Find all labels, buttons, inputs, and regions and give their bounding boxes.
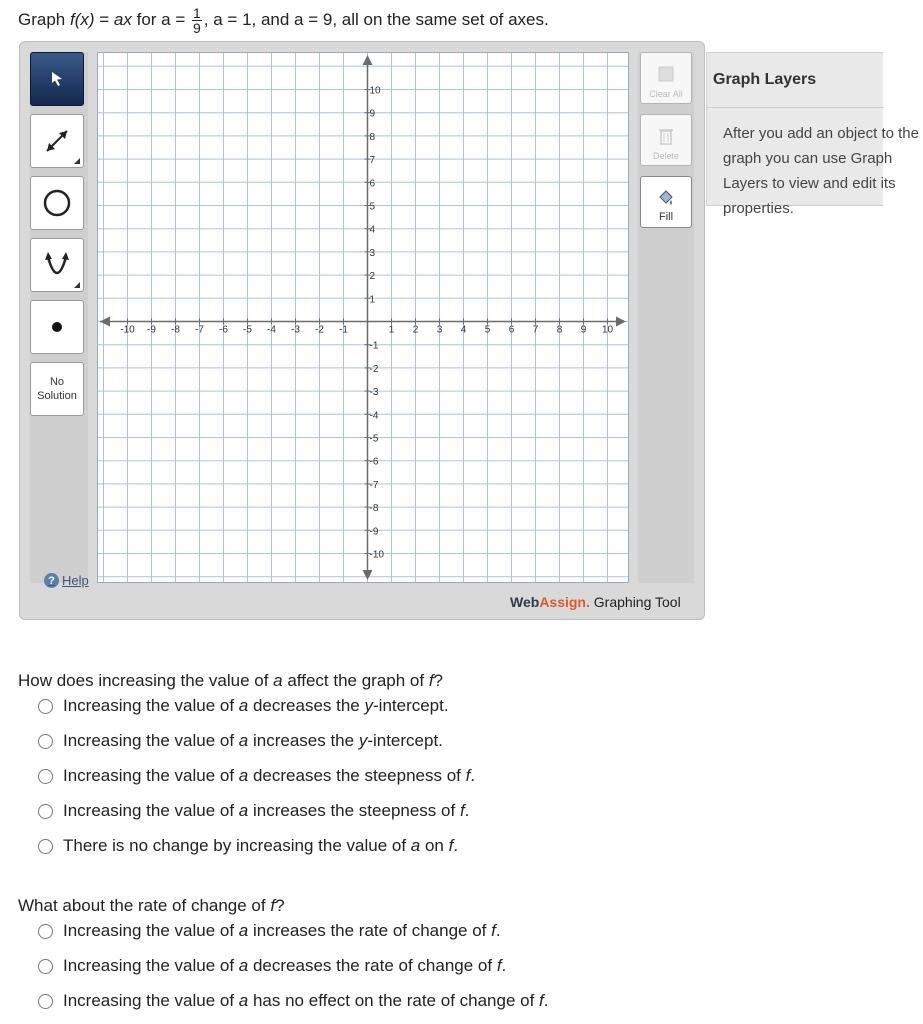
option-text: a (238, 921, 249, 940)
option-text: increases the steepness of (248, 801, 460, 820)
fill-label: Fill (658, 211, 674, 223)
question-var: f (270, 896, 276, 915)
delete-button[interactable] (640, 114, 692, 166)
option-text: decreases the (248, 696, 365, 715)
option-text: a (238, 801, 249, 820)
option-text: has no effect on the rate of change of (248, 991, 540, 1010)
delete-label: Delete (652, 151, 679, 161)
fraction-numerator: 1 (193, 5, 201, 21)
option-text: a (410, 836, 421, 855)
option-text: -intercept. (373, 696, 449, 715)
option-text: Increasing the value of (63, 731, 239, 750)
line-tool-button[interactable] (30, 114, 84, 168)
x-tick-label: 3 (436, 324, 443, 336)
question-var: a (273, 671, 283, 690)
fraction (192, 6, 202, 35)
y-tick-label: 10 (369, 85, 381, 97)
x-tick-label: -4 (267, 324, 276, 336)
q1-option-4[interactable] (38, 801, 469, 821)
corner-indicator (74, 158, 80, 164)
option-text: There is no change by increasing the value of (63, 836, 411, 855)
option-text: Increasing the value of (63, 766, 239, 785)
x-tick-label: 8 (556, 324, 563, 336)
y-tick-label: 8 (369, 131, 376, 143)
radio-button[interactable] (38, 959, 53, 974)
option-text: . (501, 956, 507, 975)
no-solution-line1: No (49, 376, 65, 388)
question-1 (18, 671, 443, 691)
x-tick-label: 7 (532, 324, 539, 336)
option-text: f (448, 836, 454, 855)
no-solution-line2: Solution (37, 390, 77, 402)
option-text: Increasing the value of (63, 991, 239, 1010)
help-label: Help (62, 573, 89, 588)
question-text: ? (275, 896, 285, 915)
x-tick-label: -2 (315, 324, 324, 336)
coordinate-plane[interactable] (98, 53, 628, 582)
x-tick-label: -10 (120, 324, 135, 336)
prompt-for: for a = (131, 9, 190, 29)
point-tool-button[interactable] (30, 300, 84, 354)
fraction-denominator: 9 (193, 20, 201, 36)
divider (707, 107, 884, 108)
prompt-rest: , a = 1, and a = 9, all on the same set of axes. (203, 9, 549, 29)
y-tick-label: -7 (369, 479, 379, 491)
y-axis-arrow-down (363, 570, 373, 580)
y-tick-label: -5 (369, 433, 379, 445)
brand-rest: Graphing Tool (589, 594, 681, 610)
option-text: increases the (248, 731, 359, 750)
y-tick-label: 1 (369, 294, 376, 306)
option-text: a (238, 731, 249, 750)
question-text: What about the rate of change of (18, 896, 271, 915)
help-link[interactable] (44, 573, 89, 588)
pointer-icon (48, 70, 66, 88)
option-text: Increasing the value of (63, 801, 239, 820)
x-tick-label: -1 (339, 324, 348, 336)
left-toolbar (30, 52, 89, 588)
graph-area[interactable] (97, 52, 629, 583)
parabola-icon (39, 247, 75, 283)
q1-option-1[interactable] (38, 696, 449, 716)
y-tick-label: -9 (369, 526, 379, 538)
y-tick-label: 4 (369, 224, 376, 236)
no-solution-button[interactable] (30, 362, 84, 416)
question-text: ? (433, 671, 444, 690)
radio-button[interactable] (38, 734, 53, 749)
question-icon: ? (44, 573, 59, 588)
radio-button[interactable] (38, 699, 53, 714)
x-tick-label: 4 (460, 324, 467, 336)
prompt-ax: ax (113, 9, 132, 29)
option-text: a (238, 991, 249, 1010)
y-tick-label: -2 (369, 363, 379, 375)
question-text: How does increasing the value of (18, 671, 274, 690)
option-text: increases the rate of change of (248, 921, 492, 940)
x-tick-label: 10 (601, 324, 614, 336)
x-tick-label: 2 (412, 324, 419, 336)
y-tick-label: -10 (369, 549, 384, 561)
line-icon (39, 123, 75, 159)
option-text: a (238, 696, 249, 715)
x-tick-label: 1 (388, 324, 395, 336)
circle-tool-button[interactable] (30, 176, 84, 230)
trash-icon (655, 125, 677, 147)
clear-all-button[interactable] (640, 52, 692, 104)
q2-option-2[interactable] (38, 956, 506, 976)
option-text: Increasing the value of (63, 921, 239, 940)
problem-prompt (18, 6, 549, 35)
option-text: a (238, 766, 249, 785)
corner-indicator (74, 282, 80, 288)
question-text: affect the graph of (282, 671, 429, 690)
x-axis-arrow-right (616, 317, 626, 327)
q1-option-3[interactable] (38, 766, 475, 786)
paint-bucket-icon (655, 188, 677, 208)
x-tick-label: 9 (580, 324, 587, 336)
y-tick-label: -8 (369, 503, 379, 515)
radio-button[interactable] (38, 804, 53, 819)
option-text: decreases the steepness of (248, 766, 466, 785)
y-tick-label: -6 (369, 456, 379, 468)
option-text: f (496, 956, 502, 975)
x-tick-label: -6 (219, 324, 228, 336)
no-solution-label (37, 375, 77, 403)
option-text: Increasing the value of (63, 956, 239, 975)
option-text: decreases the rate of change of (248, 956, 497, 975)
radio-button[interactable] (38, 769, 53, 784)
option-text: on (420, 836, 449, 855)
radio-button[interactable] (38, 839, 53, 854)
option-text: f (459, 801, 465, 820)
y-tick-label: 5 (369, 201, 376, 213)
graph-layers-text: After you add an object to the graph you can use Graph Layers to view and edit its properties. (723, 125, 919, 217)
option-text: f (539, 991, 544, 1010)
x-tick-label: -7 (195, 324, 204, 336)
x-tick-label: -8 (171, 324, 180, 336)
pointer-tool-button[interactable] (30, 52, 84, 106)
graph-layers-title: Graph Layers (713, 71, 817, 88)
y-tick-label: 2 (369, 271, 376, 283)
q2-option-3[interactable] (38, 991, 549, 1011)
prompt-text: Graph (18, 9, 70, 29)
x-tick-label: 6 (508, 324, 515, 336)
question-var: f (428, 671, 434, 690)
q2-option-1[interactable] (38, 921, 501, 941)
x-axis-arrow-left (100, 317, 110, 327)
fill-button[interactable] (640, 176, 692, 228)
webassign-brand (510, 594, 681, 610)
right-toolbar (638, 52, 694, 583)
brand-web: Web (510, 594, 540, 610)
y-tick-label: -3 (369, 387, 379, 399)
option-text: . (543, 991, 549, 1010)
radio-button[interactable] (38, 994, 53, 1009)
x-tick-label: 5 (484, 324, 491, 336)
question-2 (18, 896, 285, 916)
option-text: . (453, 836, 459, 855)
y-tick-label: 3 (369, 247, 376, 259)
parabola-tool-button[interactable] (30, 238, 84, 292)
option-text: . (464, 801, 470, 820)
option-text: . (470, 766, 476, 785)
prompt-fx: f(x) (69, 9, 95, 29)
brand-assign: Assign. (539, 594, 590, 610)
clear-all-label: Clear All (649, 89, 683, 99)
q1-option-2[interactable] (38, 731, 443, 751)
point-icon (49, 319, 65, 335)
option-text: . (495, 921, 501, 940)
y-tick-label: 9 (369, 108, 376, 120)
y-tick-label: 6 (369, 178, 376, 190)
x-tick-label: -5 (243, 324, 252, 336)
radio-button[interactable] (38, 924, 53, 939)
x-tick-label: -9 (147, 324, 156, 336)
option-text: -intercept. (367, 731, 443, 750)
y-tick-label: -4 (369, 410, 379, 422)
option-text: y (358, 731, 368, 750)
graph-layers-panel (706, 52, 919, 217)
prompt-eq: = (94, 9, 114, 29)
option-text: f (465, 766, 471, 785)
option-text: y (364, 696, 373, 715)
graphing-tool (19, 41, 705, 620)
q1-option-5[interactable] (38, 836, 458, 856)
y-tick-label: -1 (369, 340, 379, 352)
option-text: f (491, 921, 496, 940)
x-tick-label: -3 (291, 324, 300, 336)
clear-all-icon (655, 63, 677, 85)
option-text: Increasing the value of (63, 696, 239, 715)
option-text: a (238, 956, 249, 975)
y-tick-label: 7 (369, 155, 376, 167)
circle-icon (40, 186, 74, 220)
y-axis-arrow-up (363, 55, 373, 65)
